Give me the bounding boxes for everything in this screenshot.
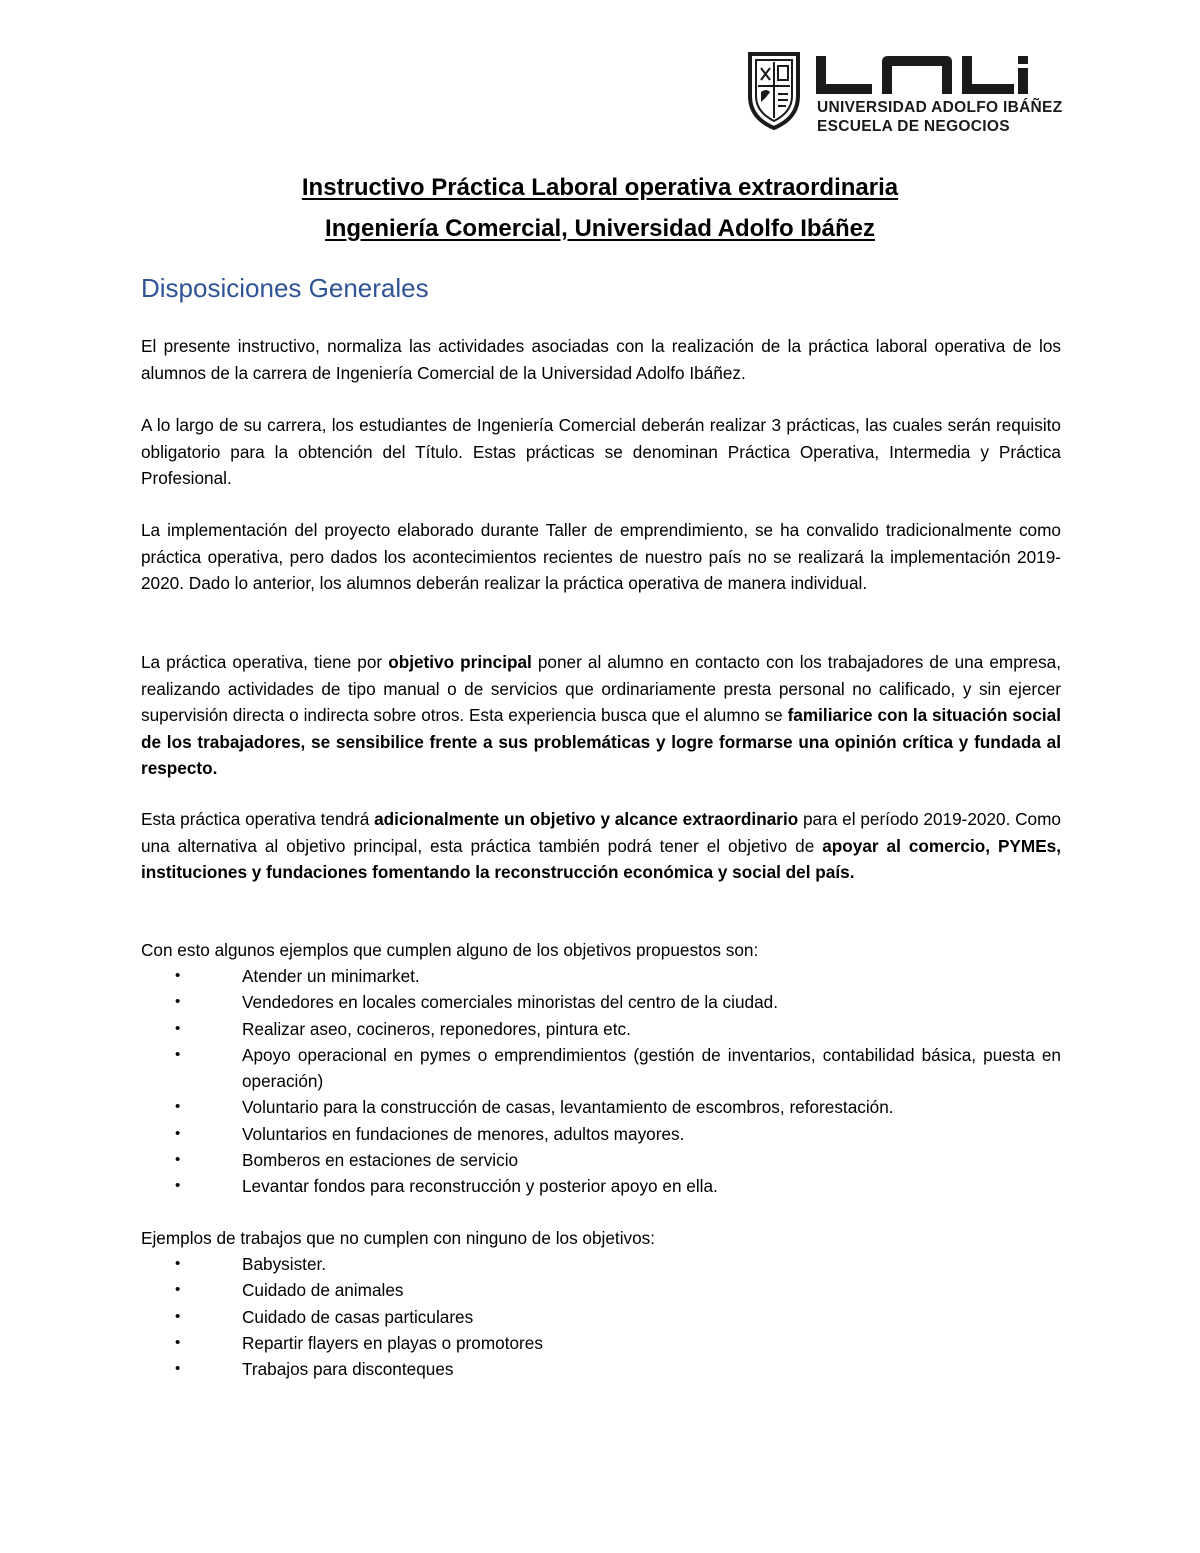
examples-list: [141, 963, 1061, 1200]
list-item-text: Cuidado de animales: [242, 1280, 404, 1301]
list-item: [141, 1147, 1061, 1173]
list-item-text: Bomberos en estaciones de servicio: [242, 1150, 519, 1171]
bullet-icon: •: [175, 1281, 181, 1299]
logo-university-name: UNIVERSIDAD ADOLFO IBÁÑEZ: [817, 99, 1063, 116]
non-examples-list: [141, 1251, 1061, 1382]
list-item: [141, 989, 1061, 1015]
bullet-icon: •: [175, 1360, 181, 1378]
paragraph-main-objective: [141, 649, 1061, 782]
university-logo: [746, 52, 1063, 135]
bullet-icon: •: [175, 967, 181, 984]
section-heading: Disposiciones Generales: [141, 273, 429, 303]
list-item: [141, 1277, 1061, 1303]
list-item: [141, 1330, 1061, 1356]
bullet-icon: •: [175, 1177, 181, 1195]
list-item-text: Realizar aseo, cocineros, reponedores, pintura etc.: [242, 1018, 631, 1039]
bullet-icon: •: [175, 1151, 181, 1169]
list-item: [141, 1094, 1061, 1120]
paragraph-implementation: La implementación del proyecto elaborado durante Taller de emprendimiento, se ha convalido tradicionalmente como práctica operativa, pero dados los acontecimientos recientes de nuestro país no se realizará la implementación 2019-2020. Dado lo anterior, los alumnos deberán realizar la práctica operativa de manera individual.: [141, 520, 1061, 593]
text-run: poner al alumno en contacto con los trabajadores de una empresa, realizando actividades de tipo manual o de servicios que ordinariamente presta personal no calificado, y sin ejercer supervisión directa o indirecta sobre otros. Esta experiencia busca que el alumno se: [141, 652, 1061, 725]
bullet-icon: •: [175, 1045, 181, 1063]
logo-school-name: ESCUELA DE NEGOCIOS: [817, 118, 1010, 135]
document-subtitle: Ingeniería Comercial, Universidad Adolfo Ibáñez: [325, 215, 875, 242]
text-run: para el período 2019-2020. Como una alternativa al objetivo principal, esta práctica también podrá tener el objetivo de: [141, 809, 1061, 856]
list-item-text: Atender un minimarket.: [242, 966, 420, 986]
document-title: Instructivo Práctica Laboral operativa extraordinaria: [301, 174, 899, 201]
paragraph-intro: El presente instructivo, normaliza las actividades asociadas con la realización de la práctica laboral operativa de los alumnos de la carrera de Ingeniería Comercial de la Universidad Adolfo Ibáñez.: [141, 336, 1061, 383]
bold-run: adicionalmente un objetivo y alcance extraordinario: [374, 809, 799, 829]
bullet-icon: •: [175, 1019, 181, 1037]
bullet-icon: •: [175, 1255, 181, 1272]
list-item: [141, 1042, 1061, 1095]
list-item: [141, 1304, 1061, 1330]
bold-run: objetivo principal: [388, 652, 532, 672]
list-item: [141, 963, 1061, 989]
bullet-icon: •: [175, 993, 181, 1011]
list-item: [141, 1121, 1061, 1147]
list-item-text: Trabajos para disconteques: [242, 1359, 454, 1380]
list-item-text: Vendedores en locales comerciales minoristas del centro de la ciudad.: [242, 992, 778, 1013]
bold-run: familiarice con la situación social de los trabajadores, se sensibilice frente a sus problemáticas y logre formarse una opinión crítica y fundada al respecto.: [141, 705, 1061, 778]
bold-run: apoyar al comercio, PYMEs, instituciones y fundaciones fomentando la reconstrucción económica y social del país: [141, 835, 1061, 882]
bullet-icon: •: [175, 1307, 181, 1325]
list-item-text: Apoyo operacional en pymes o emprendimientos (gestión de inventarios, contabilidad básica, puesta en operación): [242, 1044, 1061, 1092]
text-run: La práctica operativa, tiene por: [141, 652, 389, 672]
bullet-icon: •: [175, 1124, 181, 1142]
non-examples-intro: Ejemplos de trabajos que no cumplen con ninguno de los objetivos:: [141, 1228, 656, 1248]
bold-run: .: [849, 862, 855, 882]
list-item: [141, 1016, 1061, 1042]
list-item-text: Repartir flayers en playas o promotores: [242, 1332, 543, 1353]
paragraph-practices: A lo largo de su carrera, los estudiantes de Ingeniería Comercial deberán realizar 3 prácticas, las cuales serán requisito obligatorio para la obtención del Título. Estas prácticas se denominan Práctica Operativa, Intermedia y Práctica Profesional.: [141, 415, 1061, 488]
bullet-icon: •: [175, 1098, 181, 1116]
text-run: Esta práctica operativa tendrá: [141, 809, 375, 829]
list-item-text: Babysister.: [242, 1254, 327, 1274]
list-item: [141, 1356, 1061, 1382]
bullet-icon: •: [175, 1333, 181, 1351]
uai-wordmark-icon: [816, 56, 1028, 94]
list-item-text: Voluntario para la construcción de casas, levantamiento de escombros, reforestación.: [242, 1097, 894, 1118]
list-item-text: Voluntarios en fundaciones de menores, adultos mayores.: [242, 1123, 685, 1144]
university-crest-icon: [746, 52, 802, 130]
list-item: [141, 1251, 1061, 1277]
list-item-text: Levantar fondos para reconstrucción y posterior apoyo en ella.: [242, 1176, 718, 1197]
paragraph-extraordinary-objective: [141, 806, 1061, 886]
list-item-text: Cuidado de casas particulares: [242, 1306, 474, 1327]
list-item: [141, 1173, 1061, 1199]
examples-intro: Con esto algunos ejemplos que cumplen alguno de los objetivos propuestos son:: [141, 940, 759, 960]
